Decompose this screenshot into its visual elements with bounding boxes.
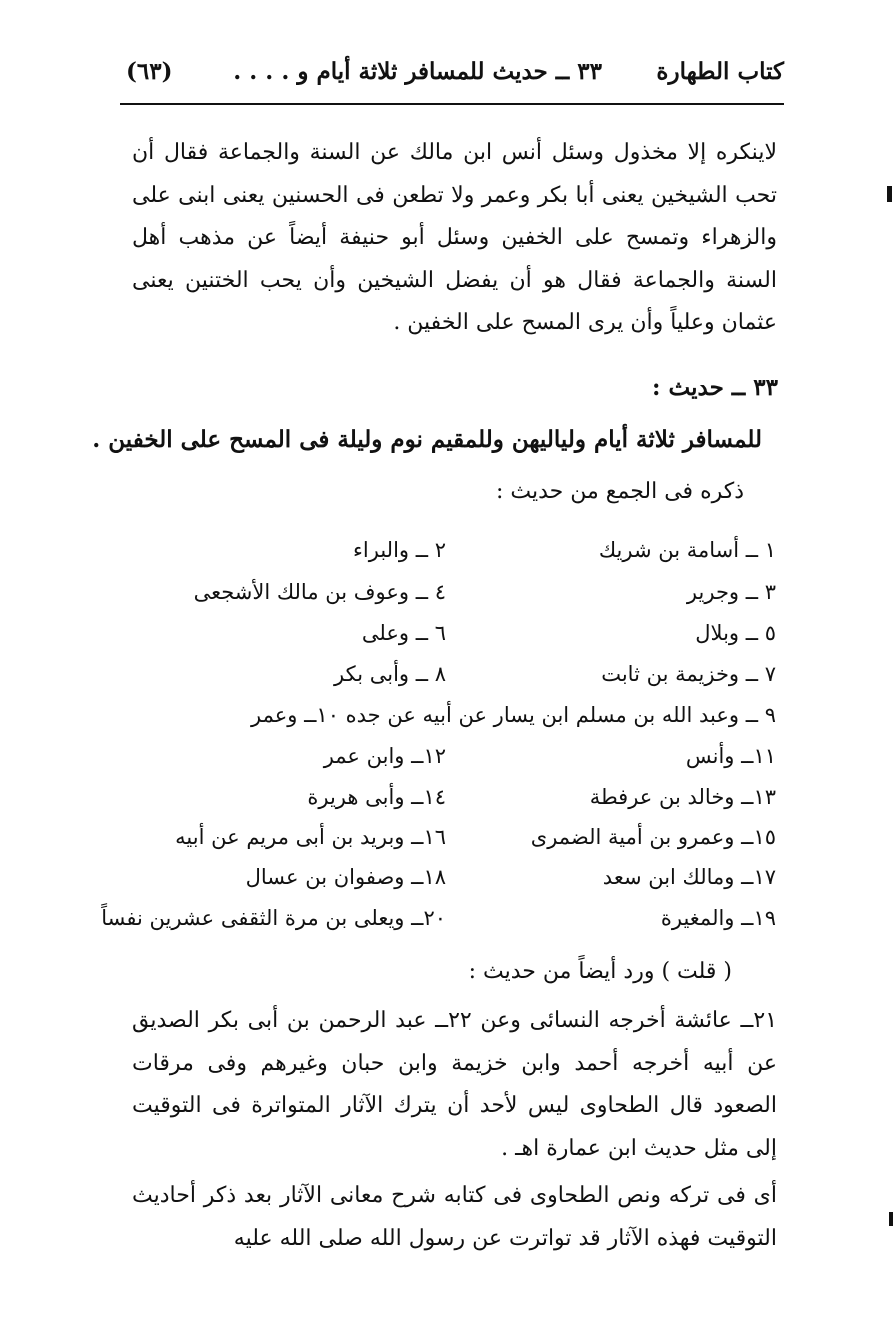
narrator-item: ٧ ــ وخزيمة بن ثابت xyxy=(601,662,776,686)
narrator-row xyxy=(136,654,776,694)
narrator-row xyxy=(136,857,776,897)
chapter-title: ٣٣ ــ حديث للمسافر ثلاثة أيام و . . . . xyxy=(233,58,602,85)
scan-margin-mark xyxy=(889,1212,893,1226)
scan-margin-mark xyxy=(887,186,892,202)
narrator-item: ١٢ــ وابن عمر xyxy=(323,744,446,768)
narrator-item: ١٧ــ ومالك ابن سعد xyxy=(602,865,776,889)
narrator-item: ١٩ــ والمغيرة xyxy=(660,906,776,930)
section-intro: ذكره فى الجمع من حديث : xyxy=(495,479,744,504)
paragraph-2: ٢١ــ عائشة أخرجه النسائى وعن ٢٢ــ عبد الرحمن بن أبى بكر الصديق عن أبيه أخرجه أحمد وابن خزيمة وابن حبان وغيرهم وفى مرقات الصعود قال الطحاوى ليس لأحد أن يترك الآثار المتواترة فى التوقيت إلى مثل حديث ابن عمارة اهـ . xyxy=(132,1008,778,1161)
narrator-item: ٦ ــ وعلى xyxy=(361,621,446,645)
narrator-item: ١٨ــ وصفوان بن عسال xyxy=(245,865,446,889)
narrator-row xyxy=(136,530,776,570)
narrator-row xyxy=(101,898,776,938)
narrator-item: ١٥ــ وعمرو بن أمية الضمرى xyxy=(530,825,776,849)
narrator-item: ٤ ــ وعوف بن مالك الأشجعى xyxy=(193,580,446,604)
page-number: (٦٣) xyxy=(126,58,173,85)
header-rule xyxy=(120,103,784,105)
narrator-item: ٢ ــ والبراء xyxy=(353,538,446,562)
narrator-item: ٢٠ــ ويعلى بن مرة الثقفى عشرين نفساً xyxy=(101,906,446,930)
narrator-row xyxy=(136,817,776,857)
narrator-item: ١٦ــ وبريد بن أبى مريم عن أبيه xyxy=(175,825,446,849)
section-subheading: للمسافر ثلاثة أيام ولياليهن وللمقيم نوم وليلة فى المسح على الخفين . xyxy=(92,426,762,453)
narrator-item: ١٣ــ وخالد بن عرفطة xyxy=(589,785,776,809)
narrator-item: ١ ــ أسامة بن شريك xyxy=(598,538,776,562)
book-title: كتاب الطهارة xyxy=(656,58,784,85)
narrator-row xyxy=(136,736,776,776)
narrator-item: ١٤ــ وأبى هريرة xyxy=(307,785,446,809)
narrator-item: ٥ ــ وبلال xyxy=(695,621,776,645)
narrator-row xyxy=(136,695,776,735)
narrator-row xyxy=(136,777,776,817)
narrator-row xyxy=(136,613,776,653)
narrator-row xyxy=(136,572,776,612)
paragraph-3: أى فى تركه ونص الطحاوى فى كتابه شرح معانى الآثار بعد ذكر أحاديث التوقيت فهذه الآثار قد تواترت عن رسول الله صلى الله عليه xyxy=(132,1183,777,1251)
qult-line: ( قلت ) ورد أيضاً من حديث : xyxy=(468,959,732,984)
narrator-item: ٨ ــ وأبى بكر xyxy=(334,662,446,686)
narrator-item: ٩ ــ وعبد الله بن مسلم ابن يسار عن أبيه عن جده ١٠ــ وعمر xyxy=(251,703,776,727)
section-heading: ٣٣ ــ حديث : xyxy=(652,374,778,401)
narrator-item: ٣ ــ وجرير xyxy=(686,580,776,604)
running-header xyxy=(120,50,784,94)
narrator-item: ١١ــ وأنس xyxy=(685,744,776,768)
paragraph-1: لاينكره إلا مخذول وسئل أنس ابن مالك عن السنة والجماعة فقال أن تحب الشيخين يعنى أبا بكر وعمر ولا تطعن فى الحسنين يعنى ابنى على والزهراء وتمسح على الخفين وسئل أبو حنيفة أيضاً عن مذهب أهل السنة والجماعة فقال هو أن يفضل الشيخين وأن يحب الختنين يعنى عثمان وعلياً وأن يرى المسح على الخفين . xyxy=(132,140,777,335)
